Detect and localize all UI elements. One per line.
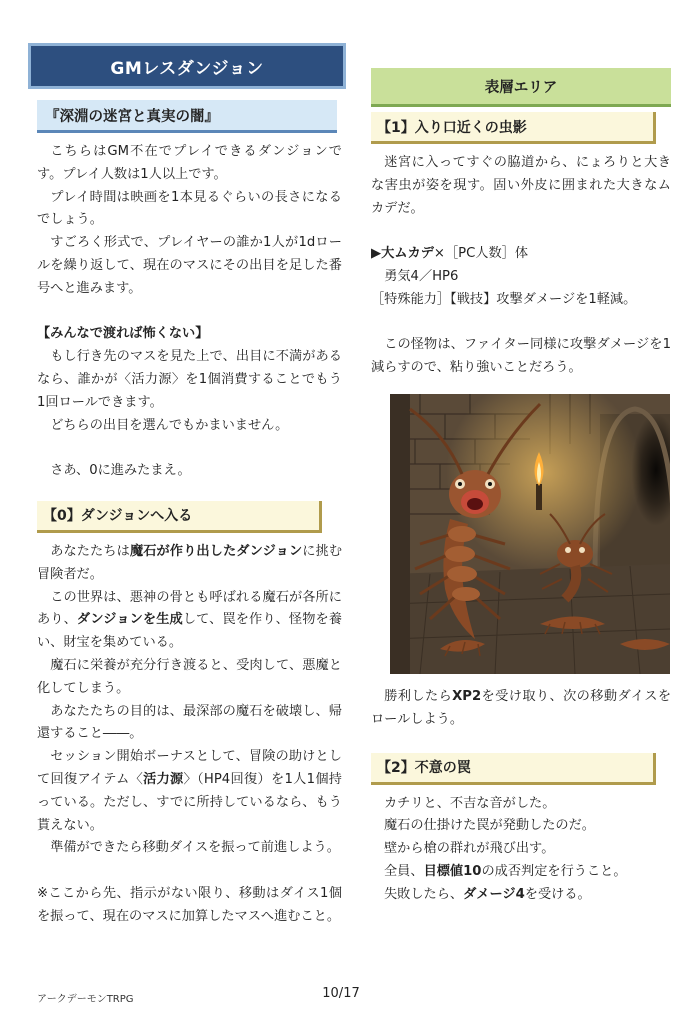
right-column xyxy=(371,68,671,907)
section-1-heading: 【1】入り口近くの虫影 xyxy=(371,112,656,144)
intro-paragraph: こちらはGM不在でプレイできるダンジョンです。プレイ人数は1人以上です。 xyxy=(37,144,342,182)
monster-stats: 勇気4／HP6 xyxy=(384,268,459,284)
rule-heading: 【みんなで渡れば怖くない】 xyxy=(37,326,209,342)
section-0-heading: 【0】ダンジョンへ入る xyxy=(37,501,322,533)
main-title: GMレスダンジョン xyxy=(28,43,346,89)
trap-line: 壁から槍の群れが飛び出す。 xyxy=(384,841,555,857)
trap-line: 魔石の仕掛けた罠が発動したのだ。 xyxy=(384,818,595,834)
intro-paragraph: すごろく形式で、プレイヤーの誰か1人が1dロールを繰り返して、現在のマスにその出目を足した番号へと進みます。 xyxy=(37,235,342,296)
left-column xyxy=(37,100,342,929)
sec1-description: 迷宮に入ってすぐの脇道から、にょろりと大きな害虫が姿を現す。固い外皮に囲まれた大きなムカデだ。 xyxy=(371,155,671,216)
monster-line: ▶大ムカデ×［PC人数］体 xyxy=(371,246,529,262)
sec0-paragraph: あなたたちは魔石が作り出したダンジョンに挑む冒険者だ。 xyxy=(37,543,343,582)
monster-ability: ［特殊能力］【戦技】攻撃ダメージを1軽減。 xyxy=(371,291,637,307)
start-line: さあ、0に進みたまえ。 xyxy=(50,463,191,479)
trap-line: カチリと、不吉な音がした。 xyxy=(384,795,556,811)
intro-paragraph: プレイ時間は映画を1本見るぐらいの長さになるでしょう。 xyxy=(37,189,342,228)
trap-text xyxy=(371,793,671,907)
footer-book-title: アークデーモンTRPG xyxy=(37,994,134,1005)
trap-line: 全員、目標値10の成否判定を行うこと。 xyxy=(384,863,627,879)
quest-title: 『深淵の迷宮と真実の闇』 xyxy=(37,100,337,133)
area-title: 表層エリア xyxy=(371,68,671,107)
monster-name: 大ムカデ xyxy=(381,246,434,262)
victory-line: 勝利したらXP2を受け取り、次の移動ダイスをロールしよう。 xyxy=(371,688,672,727)
trap-line: 失敗したら、ダメージ4を受ける。 xyxy=(384,886,591,902)
sec0-paragraph: 準備ができたら移動ダイスを振って前進しよう。 xyxy=(50,840,340,856)
triangle-marker-icon: ▶ xyxy=(371,246,382,262)
sec0-paragraph: この世界は、悪神の骨とも呼ばれる魔石が各所にあり、ダンジョンを生成して、罠を作り、怪物を養い、財宝を集めている。 xyxy=(37,589,342,651)
sec0-paragraph: あなたたちの目的は、最深部の魔石を破壊し、帰還すること――。 xyxy=(37,703,342,742)
sec0-paragraph: セッション開始ボーナスとして、冒険の助けとして回復アイテム〈活力源〉（HP4回復）を1人1個持っている。ただし、すでに所持しているなら、もう貰えない。 xyxy=(37,749,342,833)
centipede-illustration xyxy=(390,394,670,674)
sec0-note: ※ここから先、指示がない限り、移動はダイス1個を振って、現在のマスに加算したマスへ進むこと。 xyxy=(37,885,342,924)
section-2-heading: 【2】不意の罠 xyxy=(371,753,656,785)
rule-paragraph: どちらの出目を選んでもかまいません。 xyxy=(50,417,289,433)
rule-paragraph: もし行き先のマスを見た上で、出目に不満があるなら、誰かが〈活力源〉を1個消費することでもう1回ロールできます。 xyxy=(37,349,342,410)
sec0-paragraph: 魔石に栄養が充分行き渡ると、受肉して、悪魔と化してしまう。 xyxy=(37,657,342,696)
monster-comment: この怪物は、ファイター同様に攻撃ダメージを1減らすので、粘り強いことだろう。 xyxy=(371,337,671,376)
page-number: 10/17 xyxy=(322,986,360,1001)
centipede-illustration-art xyxy=(390,394,670,674)
